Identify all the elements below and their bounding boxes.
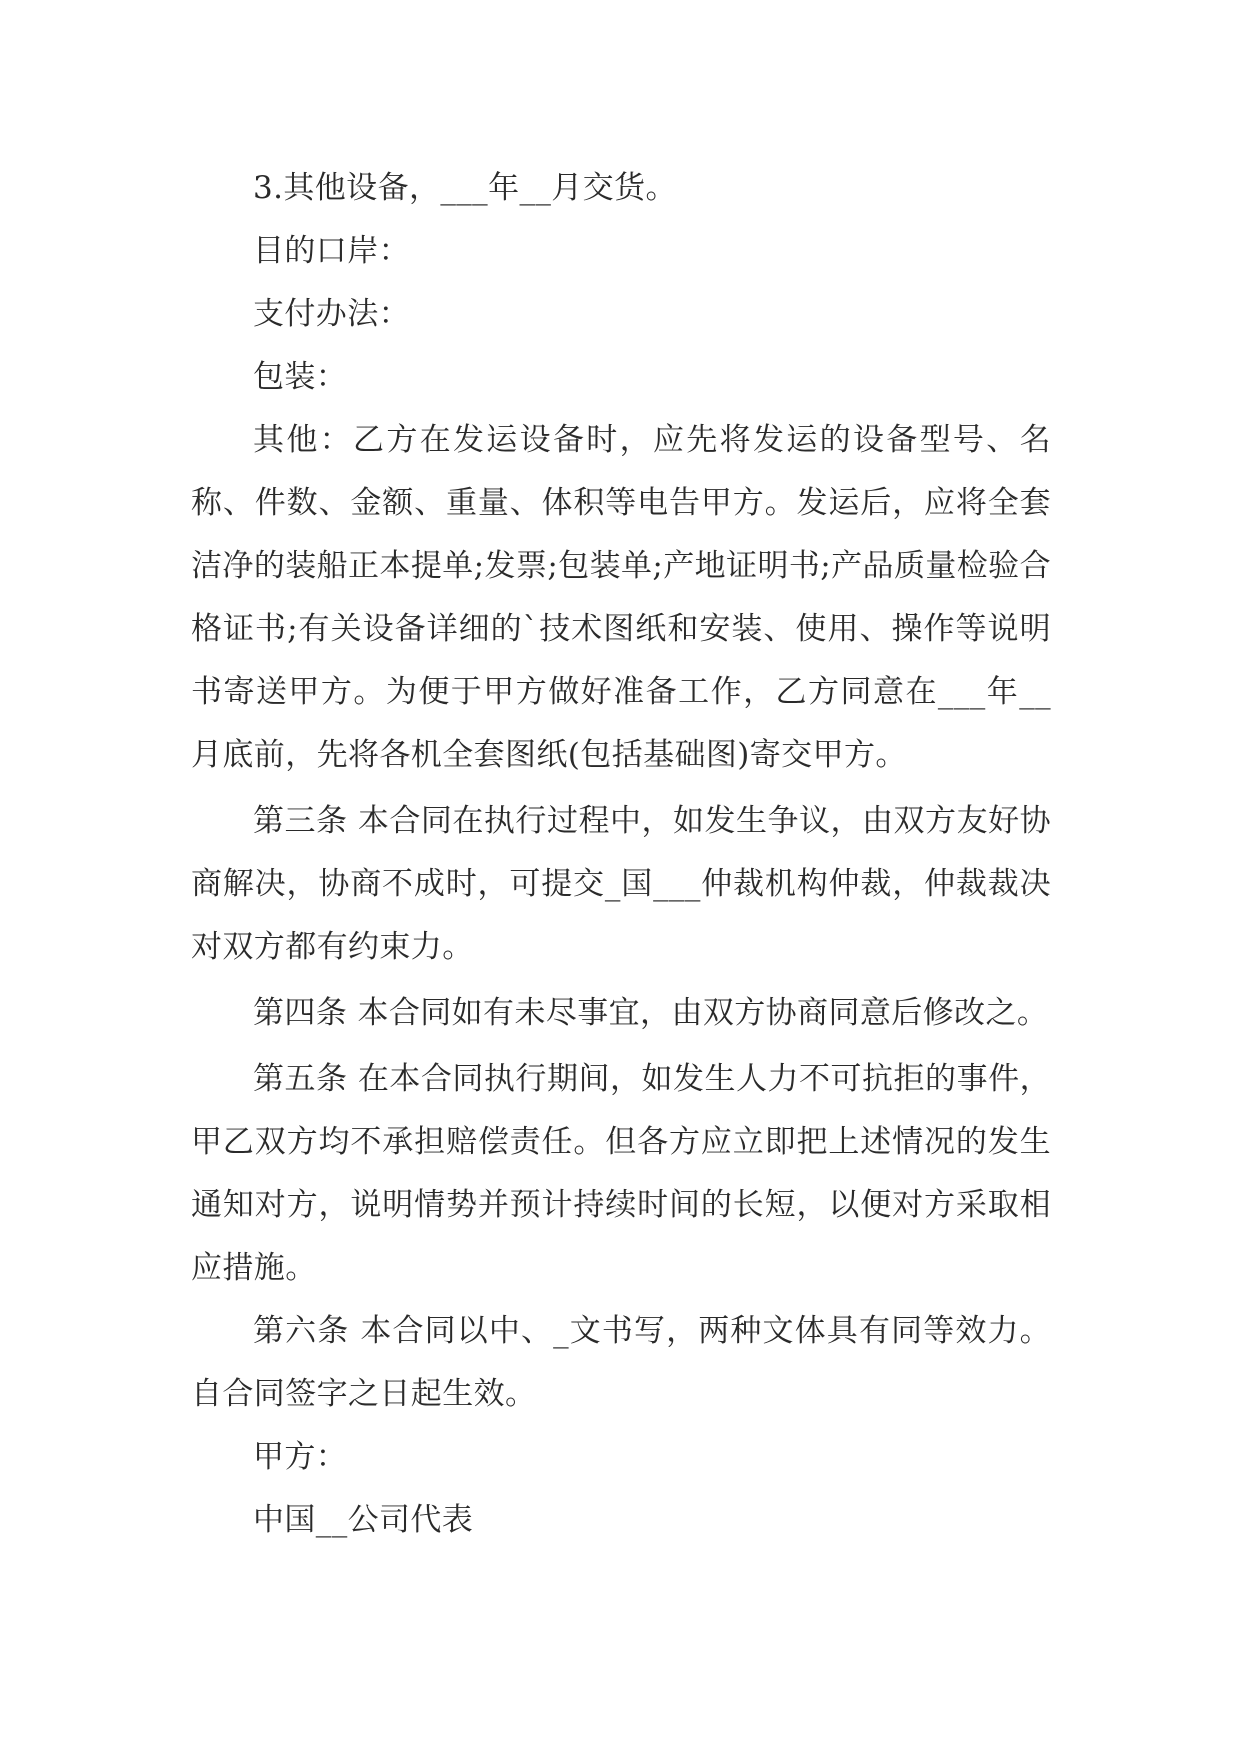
article-four: 第四条 本合同如有未尽事宜，由双方协商同意后修改之。	[253, 995, 1049, 1031]
article-three: 第三条 本合同在执行过程中，如发生争议，由双方友好协商解决，协商不成时，可提交_国___仲裁机构仲裁，仲裁裁决对双方都有约束力。	[191, 803, 1051, 965]
destination-port: 目的口岸：	[253, 233, 410, 269]
party-a-representative: 中国__公司代表	[253, 1502, 474, 1538]
packaging: 包装：	[253, 359, 348, 395]
payment-method: 支付办法：	[253, 296, 410, 332]
article-six: 第六条 本合同以中、_文书写，两种文体具有同等效力。自合同签字之日起生效。	[191, 1313, 1051, 1412]
other-terms: 其他：乙方在发运设备时，应先将发运的设备型号、名称、件数、金额、重量、体积等电告甲方。发运后，应将全套洁净的装船正本提单;发票;包装单;产地证明书;产品质量检验合格证书;有关设备详细的`技术图纸和安装、使用、操作等说明书寄送甲方。为便于甲方做好准备工作，乙方同意在___年__月底前，先将各机全套图纸(包括基础图)寄交甲方。	[191, 422, 1051, 773]
party-a-label: 甲方：	[253, 1439, 348, 1475]
document-body	[191, 157, 1051, 1552]
article-five: 第五条 在本合同执行期间，如发生人力不可抗拒的事件，甲乙双方均不承担赔偿责任。但各方应立即把上述情况的发生通知对方，说明情势并预计持续时间的长短，以便对方采取相应措施。	[191, 1061, 1051, 1286]
delivery-other-equipment: 3.其他设备，___年__月交货。	[253, 170, 677, 206]
